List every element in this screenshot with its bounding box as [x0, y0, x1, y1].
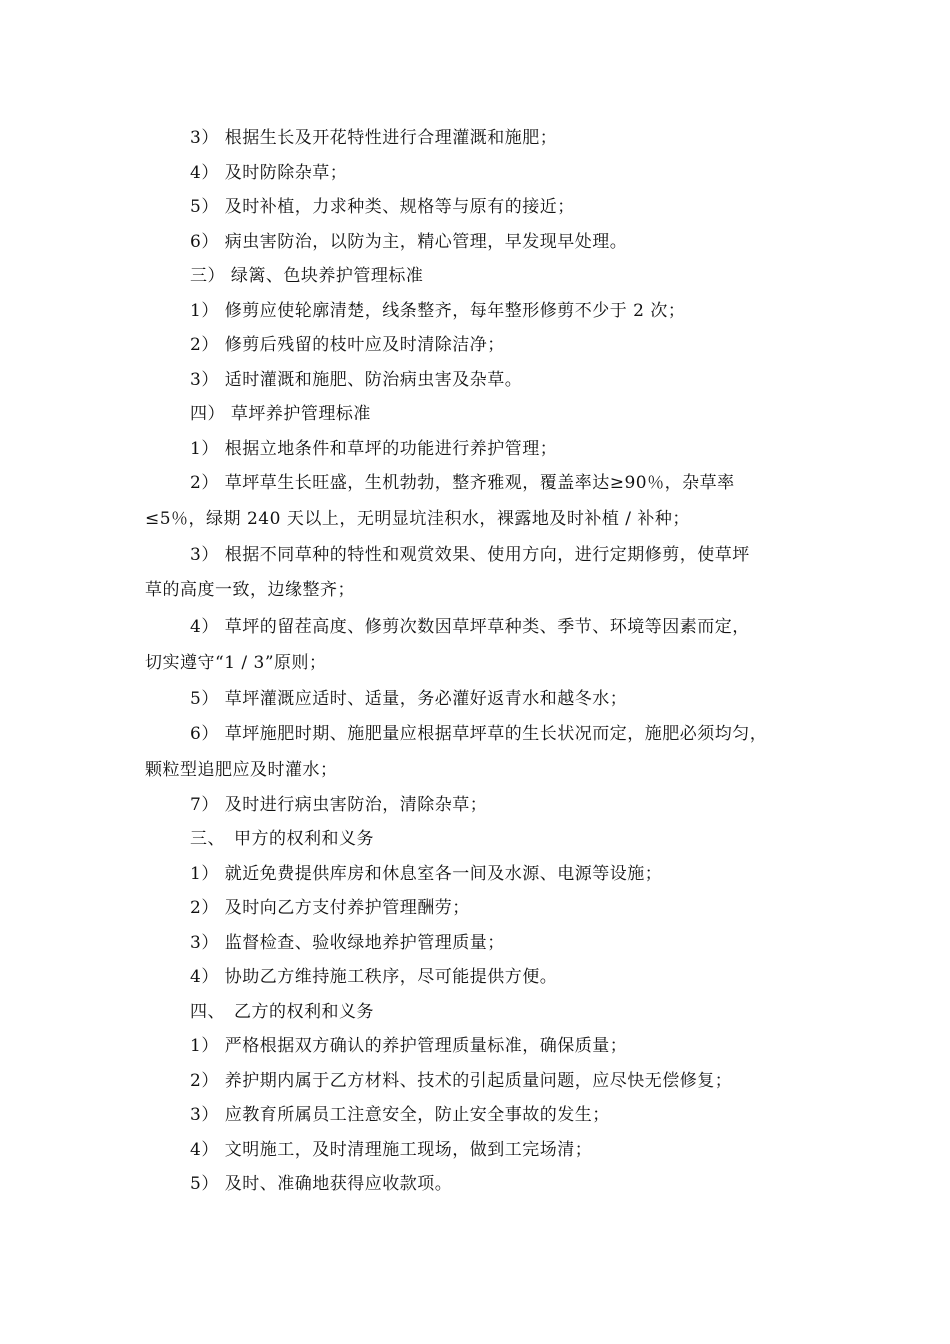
text-line: 1） 根据立地条件和草坪的功能进行养护管理；: [190, 439, 558, 459]
text-line: 1） 严格根据双方确认的养护管理质量标准，确保质量；: [190, 1036, 628, 1056]
text-line: 4） 协助乙方维持施工秩序，尽可能提供方便。: [190, 967, 558, 987]
text-line: 4） 草坪的留茬高度、修剪次数因草坪草种类、季节、环境等因素而定，: [190, 617, 750, 637]
text-line: 3） 监督检查、验收绿地养护管理质量；: [190, 933, 505, 953]
text-line-continuation: 颗粒型追肥应及时灌水；: [145, 760, 338, 780]
text-line-continuation: ≤5％，绿期 240 天以上，无明显坑洼积水，裸露地及时补植 / 补种；: [145, 509, 690, 529]
text-line: 2） 养护期内属于乙方材料、技术的引起质量问题，应尽快无偿修复；: [190, 1071, 733, 1091]
text-line: 1） 修剪应使轮廓清楚，线条整齐，每年整形修剪不少于 2 次；: [190, 301, 686, 321]
section-heading: 四） 草坪养护管理标准: [190, 404, 371, 424]
text-line: 2） 修剪后残留的枝叶应及时清除洁净；: [190, 335, 505, 355]
text-line: 3） 根据不同草种的特性和观赏效果、使用方向，进行定期修剪，使草坪: [190, 545, 750, 565]
text-line: 5） 及时、准确地获得应收款项。: [190, 1174, 453, 1194]
text-line: 3） 应教育所属员工注意安全，防止安全事故的发生；: [190, 1105, 610, 1125]
section-heading: 四、 乙方的权利和义务: [190, 1002, 374, 1022]
text-line: 2） 草坪草生长旺盛，生机勃勃，整齐雅观，覆盖率达≥90％，杂草率: [190, 473, 735, 493]
text-line-continuation: 草的高度一致，边缘整齐；: [145, 580, 355, 600]
text-line: 6） 草坪施肥时期、施肥量应根据草坪草的生长状况而定，施肥必须均匀，: [190, 724, 768, 744]
section-heading: 三） 绿篱、色块养护管理标准: [190, 266, 424, 286]
text-line: 3） 适时灌溉和施肥、防治病虫害及杂草。: [190, 370, 523, 390]
text-line: 4） 及时防除杂草；: [190, 163, 348, 183]
text-line: 4） 文明施工，及时清理施工现场，做到工完场清；: [190, 1140, 593, 1160]
text-line: 5） 及时补植，力求种类、规格等与原有的接近；: [190, 197, 575, 217]
text-line: 1） 就近免费提供库房和休息室各一间及水源、电源等设施；: [190, 864, 663, 884]
text-line: 7） 及时进行病虫害防治，清除杂草；: [190, 795, 488, 815]
text-line-continuation: 切实遵守“1 / 3”原则；: [145, 653, 327, 673]
section-heading: 三、 甲方的权利和义务: [190, 829, 374, 849]
text-line: 6） 病虫害防治，以防为主，精心管理，早发现早处理。: [190, 232, 628, 252]
text-line: 5） 草坪灌溉应适时、适量，务必灌好返青水和越冬水；: [190, 689, 628, 709]
text-line: 2） 及时向乙方支付养护管理酬劳；: [190, 898, 470, 918]
text-line: 3） 根据生长及开花特性进行合理灌溉和施肥；: [190, 128, 558, 148]
